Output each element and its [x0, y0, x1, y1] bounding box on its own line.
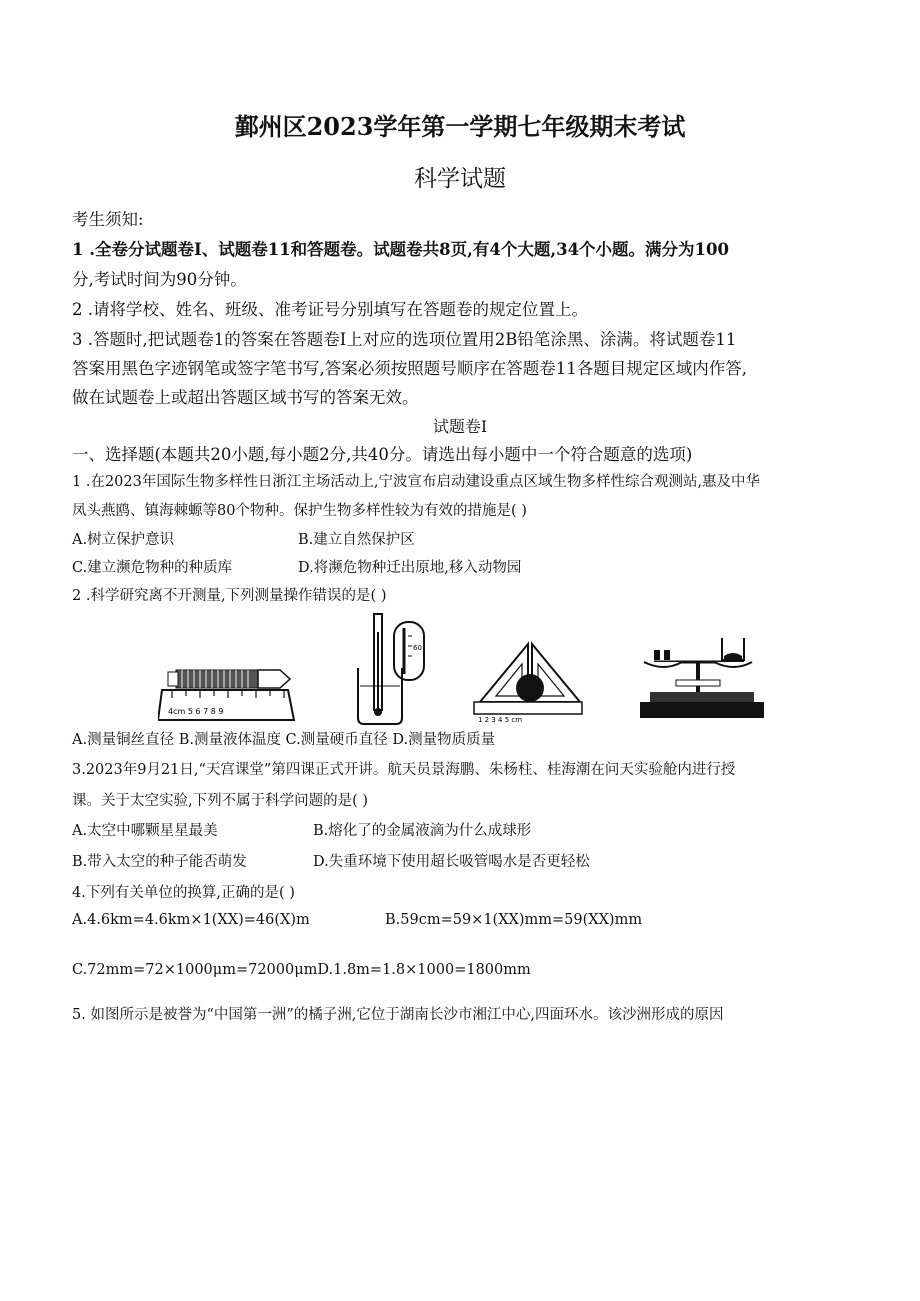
q3-option-b: B.熔化了的金属液滴为什么成球形 [313, 823, 532, 839]
coin-triangles-figure [472, 636, 584, 722]
q5-stem: 5. 如图所示是被誉为“中国第一洲”的橘子洲,它位于湖南长沙市湘江中心,四面环水。该沙洲形成的原因 [72, 1007, 724, 1023]
q1-option-b: B.建立自然保护区 [298, 532, 415, 548]
thermometer-beaker-figure [350, 612, 430, 726]
notice-heading: 考生须知: [72, 210, 144, 229]
q1-option-a: A.树立保护意识 [72, 532, 175, 548]
notice-line: 做在试题卷上或超出答题区域书写的答案无效。 [72, 388, 419, 407]
q1-stem: 凤头燕鸥、镇海棘螈等80个物种。保护生物多样性较为有效的措施是( ) [72, 503, 527, 519]
notice-line: 答案用黑色字迹钢笔或签字笔书写,答案必须按照题号顺序在答题卷11各题目规定区域内作答, [72, 359, 747, 378]
ruler-tick-labels: 4cm 5 6 7 8 9 [168, 707, 224, 716]
q2-stem: 2 .科学研究离不开测量,下列测量操作错误的是( ) [72, 588, 387, 604]
notice-line: 3 .答题时,把试题卷1的答案在答题卷I上对应的选项位置用2B铅笔涂黑、涂满。将试题卷11 [72, 330, 737, 349]
q3-option-c: B.带入太空的种子能否萌发 [72, 854, 247, 870]
balance-scale-figure [636, 628, 768, 720]
q1-stem: 1 .在2023年国际生物多样性日浙江主场活动上,宁波宣布启动建设重点区域生物多样性综合观测站,惠及中华 [72, 474, 761, 490]
part-title: 一、选择题(本题共20小题,每小题2分,共40分。请选出每小题中一个符合题意的选项) [72, 445, 693, 464]
q3-stem: 3.2023年9月21日,“天宫课堂”第四课正式开讲。航天员景海鹏、朱杨柱、桂海潮在问天实验舱内进行授 [72, 762, 736, 778]
coin-ruler-labels: 1 2 3 4 5 cm [478, 716, 523, 722]
copper-wire-ruler-figure [158, 640, 298, 724]
q3-stem: 课。关于太空实验,下列不属于科学问题的是( ) [72, 793, 369, 809]
exam-subtitle: 科学试题 [414, 166, 506, 192]
q4-option-b: B.59cm=59×1(XX)mm=59(XX)mm [385, 912, 643, 928]
q4-option-a: A.4.6km=4.6km×1(XX)=46(X)m [72, 912, 310, 928]
thermometer-scale-label: 60 [413, 644, 422, 652]
q4-option-cd: C.72mm=72×1000μm=72000μmD.1.8m=1.8×1000=1800mm [72, 962, 531, 978]
notice-line: 2 .请将学校、姓名、班级、准考证号分别填写在答题卷的规定位置上。 [72, 300, 588, 319]
q1-option-d: D.将濒危物种迁出原地,移入动物园 [298, 560, 522, 576]
q4-stem: 4.下列有关单位的换算,正确的是( ) [72, 885, 295, 901]
section-label: 试题卷I [432, 417, 488, 436]
q1-option-c: C.建立濒危物种的种质库 [72, 560, 233, 576]
q3-option-a: A.太空中哪颗星星最美 [72, 823, 218, 839]
exam-title: 鄞州区2023学年第一学期七年级期末考试 [234, 112, 686, 141]
notice-line: 1 .全卷分试题卷I、试题卷11和答题卷。试题卷共8页,有4个大题,34个小题。满分为100 [72, 240, 730, 259]
q2-options: A.测量铜丝直径 B.测量液体温度 C.测量硬币直径 D.测量物质质量 [72, 732, 496, 748]
q3-option-d: D.失重环境下使用超长吸管喝水是否更轻松 [313, 854, 590, 870]
notice-line: 分,考试时间为90分钟。 [72, 270, 247, 289]
